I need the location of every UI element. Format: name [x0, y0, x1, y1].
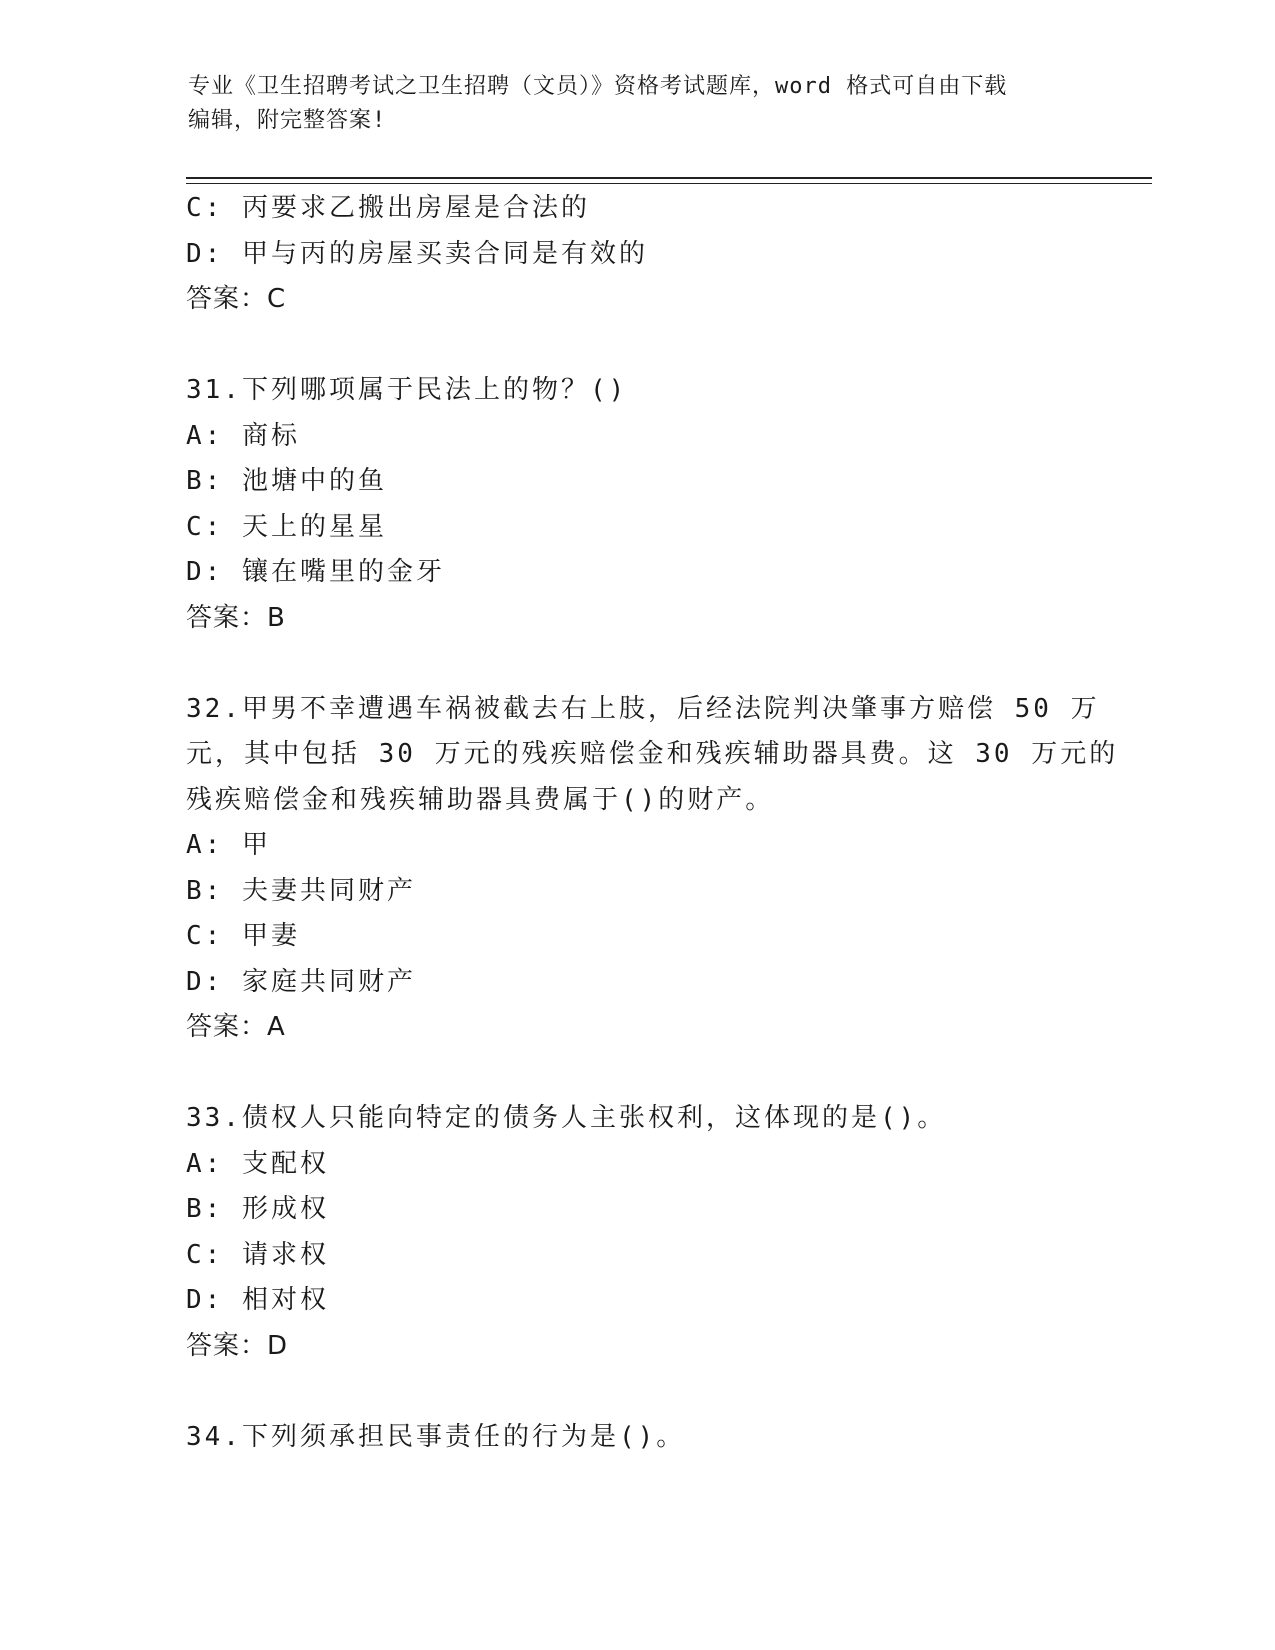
option-d: D: 镶在嘴里的金牙 [186, 557, 445, 587]
document-header [188, 70, 1068, 138]
question-stem: 34.下列须承担民事责任的行为是()。 [186, 1421, 686, 1452]
option-d: D: 家庭共同财产 [186, 966, 416, 997]
option-c: C: 请求权 [186, 1239, 329, 1270]
answer: 答案：C [186, 284, 287, 314]
question-stem-line-1: 32.甲男不幸遭遇车祸被截去右上肢，后经法院判决肇事方赔偿 50 万 [186, 693, 1100, 724]
header-divider-thick [186, 177, 1152, 179]
option-b: B: 池塘中的鱼 [186, 466, 387, 496]
spacer [186, 1369, 1066, 1415]
question-33 [186, 1096, 1066, 1369]
header-line-1: 专业《卫生招聘考试之卫生招聘（文员）》资格考试题库，word 格式可自由下载 [188, 74, 1008, 99]
previous-question-tail [186, 186, 1066, 323]
spacer [186, 1051, 1066, 1097]
option-b: B: 夫妻共同财产 [186, 875, 416, 906]
option-a: A: 商标 [186, 420, 300, 451]
option-a: A: 支配权 [186, 1148, 329, 1179]
answer: 答案：A [186, 1012, 286, 1042]
option-c: C: 甲妻 [186, 921, 300, 951]
answer: 答案：B [186, 602, 286, 633]
header-line-2: 编辑，附完整答案! [188, 108, 387, 133]
question-stem: 31.下列哪项属于民法上的物？() [186, 375, 628, 405]
spacer [186, 323, 1066, 369]
option-b: B: 形成权 [186, 1194, 329, 1224]
answer: 答案：D [186, 1330, 289, 1361]
header-divider-thin [186, 183, 1152, 184]
spacer [186, 641, 1066, 687]
option-d: D: 甲与丙的房屋买卖合同是有效的 [186, 238, 648, 269]
question-34 [186, 1415, 1066, 1461]
option-c: C: 丙要求乙搬出房屋是合法的 [186, 193, 590, 223]
question-stem-line-3: 残疾赔偿金和残疾辅助器具费属于()的财产。 [186, 784, 775, 815]
question-31 [186, 368, 1066, 641]
option-d: D: 相对权 [186, 1285, 329, 1315]
question-stem: 33.债权人只能向特定的债务人主张权利，这体现的是()。 [186, 1103, 947, 1133]
option-c: C: 天上的星星 [186, 511, 387, 542]
option-a: A: 甲 [186, 830, 271, 860]
question-stem-line-2: 元，其中包括 30 万元的残疾赔偿金和残疾辅助器具费。这 30 万元的 [186, 739, 1119, 769]
question-list [186, 186, 1119, 1460]
question-32 [186, 687, 1119, 1051]
